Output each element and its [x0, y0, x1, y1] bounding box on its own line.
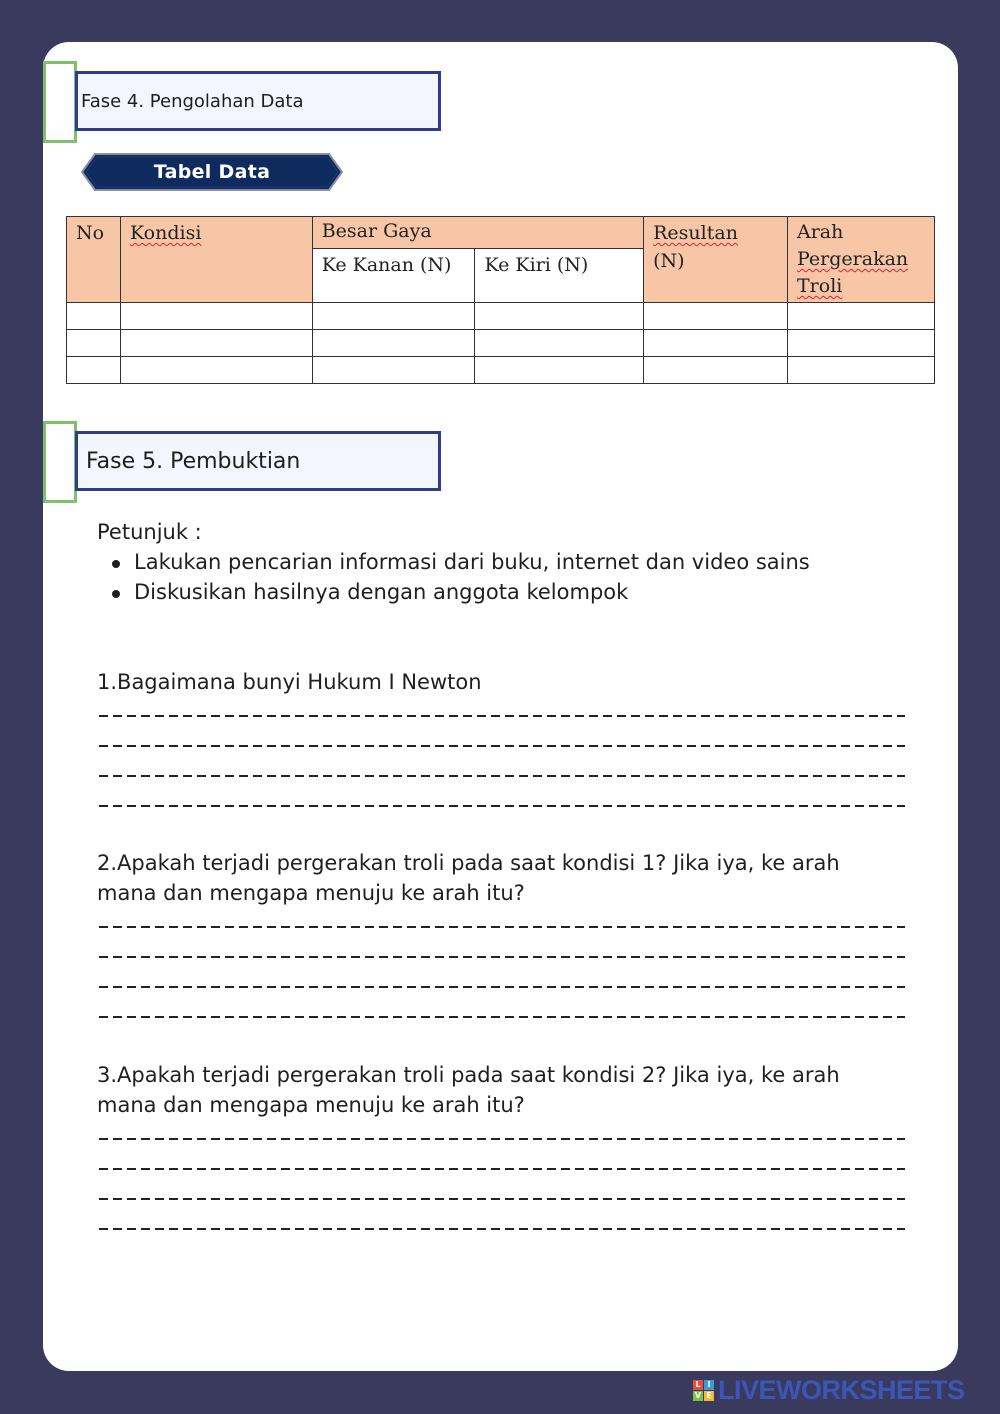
header-arah	[788, 217, 935, 303]
question-2-text: 2.Apakah terjadi pergerakan troli pada saat kondisi 1? Jika iya, ke arah mana dan mengapa menuju ke arah itu?	[97, 851, 840, 905]
question-1	[97, 667, 905, 819]
list-item: Diskusikan hasilnya dengan anggota kelompok	[97, 577, 917, 607]
table-cell[interactable]	[644, 357, 788, 384]
table-cell[interactable]	[788, 330, 935, 357]
tabel-data-label: Tabel Data	[153, 161, 271, 183]
answer-line[interactable]	[97, 1152, 905, 1182]
table-row	[67, 357, 935, 384]
answer-line[interactable]	[97, 910, 905, 940]
table-cell[interactable]	[120, 357, 312, 384]
answer-line[interactable]	[97, 970, 905, 1000]
table-cell[interactable]	[67, 357, 121, 384]
logo-letter-i: I	[704, 1380, 714, 1390]
header-arah-line2: Pergerakan	[797, 248, 909, 270]
logo-letter-l: L	[693, 1380, 703, 1390]
fase5-title: Fase 5. Pembuktian	[75, 431, 441, 491]
answer-lines-1[interactable]	[97, 699, 905, 819]
table-cell[interactable]	[67, 303, 121, 330]
logo-icon	[693, 1380, 714, 1401]
header-no: No	[67, 217, 121, 303]
table-row	[67, 330, 935, 357]
answer-line[interactable]	[97, 1212, 905, 1242]
tabel-data-banner	[81, 153, 343, 191]
fase4-accent-bar	[43, 61, 77, 143]
header-kondisi	[120, 217, 312, 303]
petunjuk-label: Petunjuk :	[97, 520, 202, 544]
header-besar-gaya: Besar Gaya	[312, 217, 643, 249]
table-cell[interactable]	[475, 357, 644, 384]
table-row	[67, 303, 935, 330]
fase4-title: Fase 4. Pengolahan Data	[75, 71, 441, 131]
table-cell[interactable]	[120, 303, 312, 330]
fase4-heading	[43, 61, 443, 121]
table-cell[interactable]	[475, 330, 644, 357]
table-cell[interactable]	[644, 330, 788, 357]
answer-line[interactable]	[97, 1122, 905, 1152]
table-cell[interactable]	[644, 303, 788, 330]
answer-line[interactable]	[97, 1000, 905, 1030]
header-resultan	[644, 217, 788, 303]
answer-line[interactable]	[97, 729, 905, 759]
logo-text: LIVEWORKSHEETS	[718, 1374, 965, 1405]
table-cell[interactable]	[67, 330, 121, 357]
list-item: Lakukan pencarian informasi dari buku, internet dan video sains	[97, 547, 917, 577]
table-cell[interactable]	[475, 303, 644, 330]
table-cell[interactable]	[788, 357, 935, 384]
table-cell[interactable]	[120, 330, 312, 357]
fase5-accent-bar	[43, 421, 77, 503]
petunjuk-section	[97, 517, 917, 607]
answer-line[interactable]	[97, 1182, 905, 1212]
table-header-row	[67, 217, 935, 249]
answer-lines-3[interactable]	[97, 1122, 905, 1242]
question-3-text: 3.Apakah terjadi pergerakan troli pada saat kondisi 2? Jika iya, ke arah mana dan mengapa menuju ke arah itu?	[97, 1063, 840, 1117]
answer-lines-2[interactable]	[97, 910, 905, 1030]
petunjuk-list	[97, 547, 917, 607]
table-cell[interactable]	[312, 330, 475, 357]
data-table	[66, 216, 935, 384]
header-ke-kiri: Ke Kiri (N)	[475, 249, 644, 303]
table-cell[interactable]	[312, 303, 475, 330]
liveworksheets-logo[interactable]	[693, 1376, 965, 1404]
question-2	[97, 848, 905, 1030]
logo-letter-v: V	[694, 1391, 702, 1400]
answer-line[interactable]	[97, 699, 905, 729]
answer-line[interactable]	[97, 940, 905, 970]
header-ke-kanan: Ke Kanan (N)	[312, 249, 475, 303]
answer-line[interactable]	[97, 789, 905, 819]
table-cell[interactable]	[312, 357, 475, 384]
fase5-heading	[43, 421, 443, 481]
logo-letter-e: E	[704, 1391, 714, 1401]
header-resultan-line2: (N)	[653, 250, 685, 272]
answer-line[interactable]	[97, 759, 905, 789]
header-kondisi-text: Kondisi	[129, 222, 202, 244]
question-3	[97, 1060, 905, 1242]
table-cell[interactable]	[788, 303, 935, 330]
header-arah-line1: Arah	[797, 221, 844, 243]
header-arah-line3: Troli	[797, 275, 843, 297]
question-1-text: 1.Bagaimana bunyi Hukum I Newton	[97, 670, 482, 694]
worksheet-page	[43, 42, 958, 1371]
header-resultan-line1: Resultan	[653, 222, 738, 244]
